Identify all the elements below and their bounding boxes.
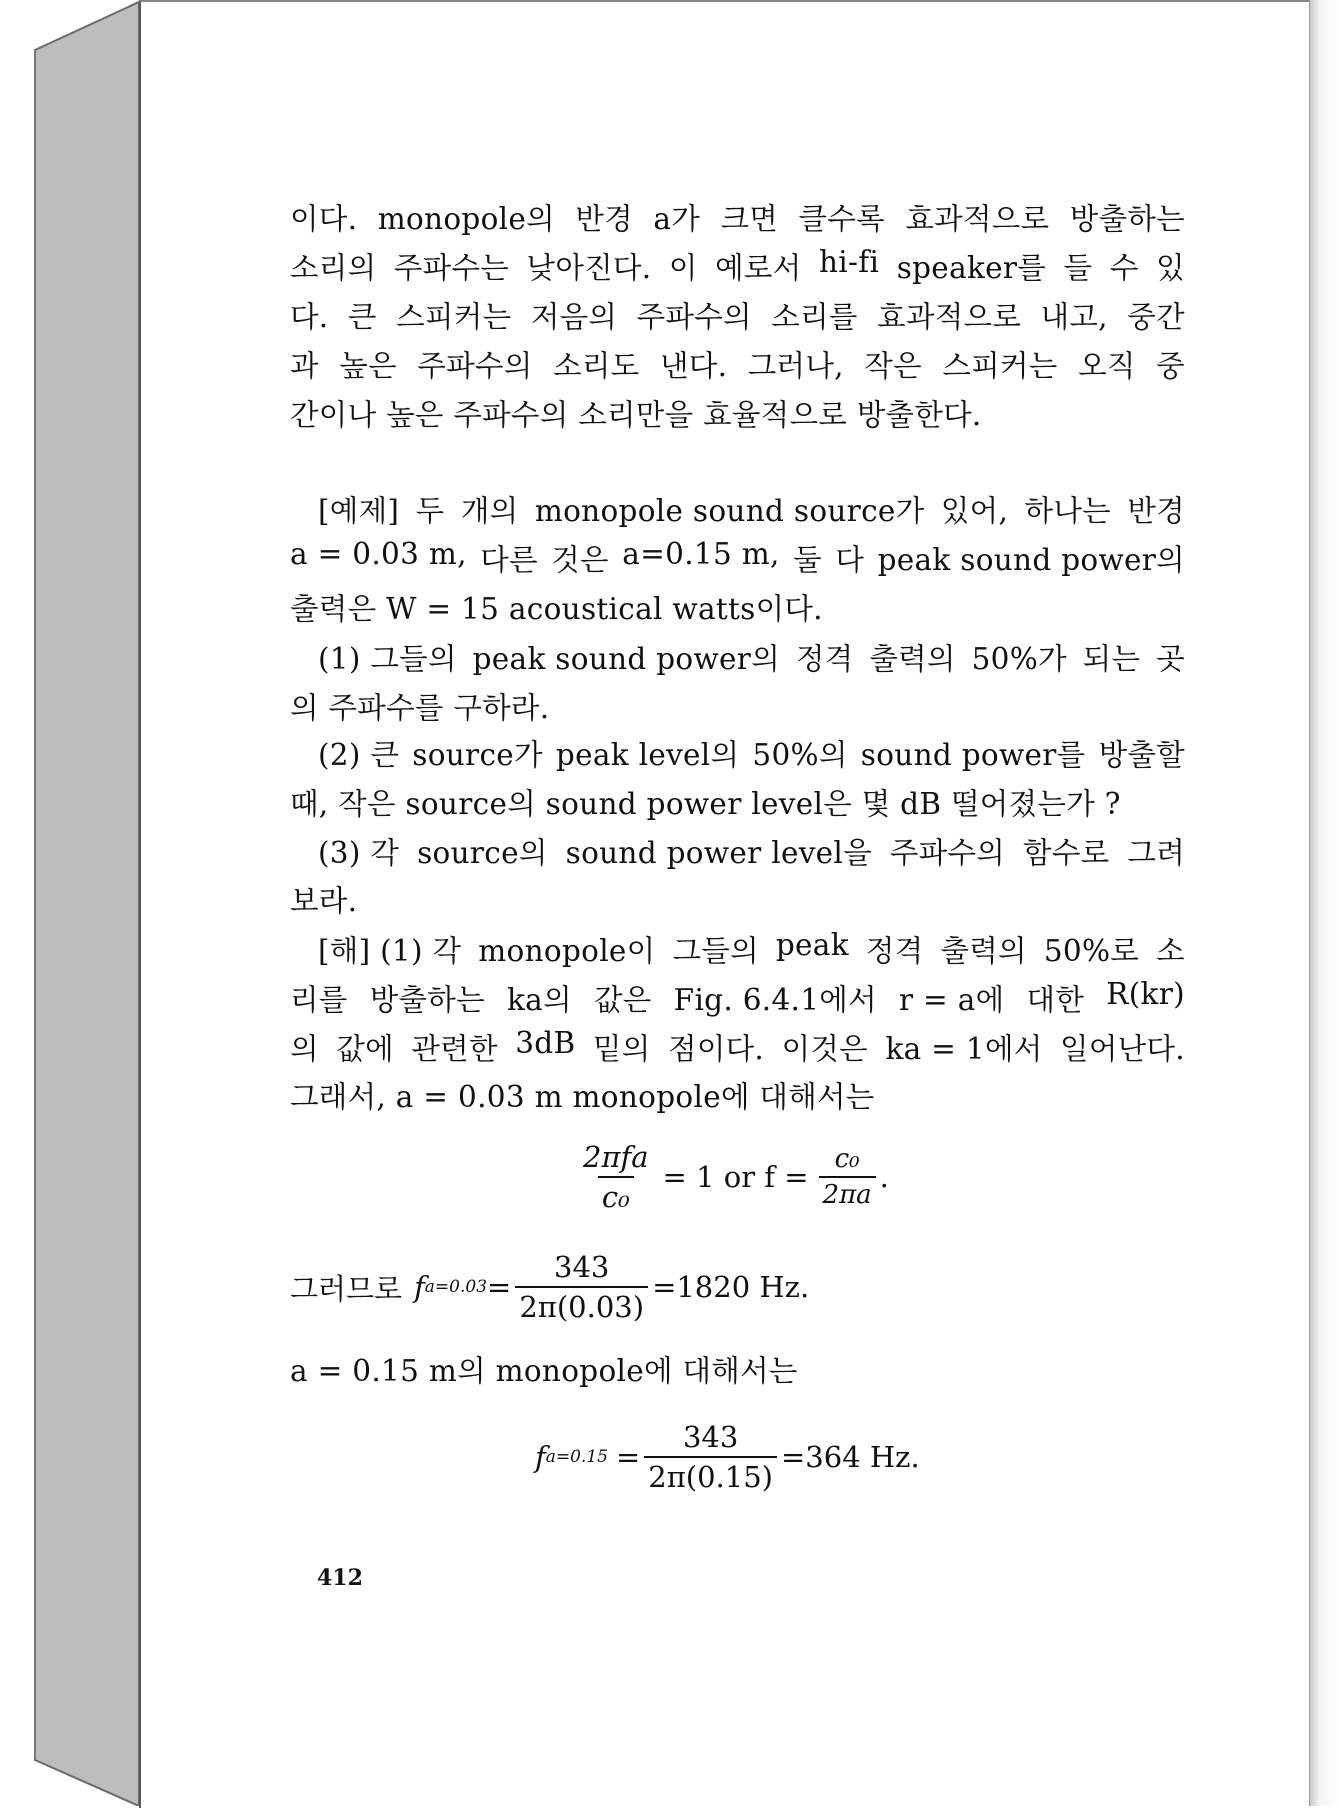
word: 소 (1156, 934, 1185, 968)
word: 3dB (515, 1026, 576, 1060)
word: 50%의 (752, 738, 848, 772)
word: 중간 (1127, 300, 1185, 334)
word: 큰 (347, 300, 377, 334)
word: 대한 (1026, 983, 1085, 1017)
word: 의 (290, 1032, 319, 1066)
word: 값에 (336, 1032, 394, 1066)
question-2-cont: 때, 작은 source의 sound power level은 몇 dB 떨어졌는가 ? (290, 787, 1121, 821)
word: 것은 (551, 543, 609, 577)
word: 그려 (1127, 836, 1185, 870)
word: 정격 (795, 642, 854, 676)
numerator: 343 (682, 1420, 739, 1454)
word: ka = 1에서 (885, 1032, 1043, 1066)
word: monopole sound source가 (534, 494, 925, 528)
word: 그들의 (672, 934, 759, 968)
word: Fig. 6.4.1에서 (673, 983, 877, 1017)
word: 주파수는 (393, 251, 510, 285)
word: ka의 (507, 983, 572, 1017)
text-line (290, 196, 1185, 238)
word: peak sound power의 (472, 642, 781, 676)
page-number: 412 (317, 1565, 363, 1591)
word: 있어, (940, 494, 1009, 528)
word: speaker를 (896, 251, 1047, 285)
word: 점이다. (668, 1032, 765, 1066)
word: 내고, (1040, 300, 1108, 334)
subscript: a=0.03 (424, 1277, 488, 1297)
word: 그러나, (747, 349, 844, 383)
word: 작은 (864, 349, 922, 383)
solution-line (290, 977, 1185, 1019)
word: a가 (653, 202, 701, 236)
word: 반경 (1127, 494, 1185, 528)
word: 소리의 (290, 251, 377, 285)
solution-line: 그래서, a = 0.03 m monopole에 대해서는 (290, 1080, 875, 1114)
question-1-cont: 의 주파수를 구하라. (290, 691, 550, 725)
word: 들 (1063, 251, 1093, 285)
numerator: 2πfa (583, 1140, 649, 1174)
text-line (290, 245, 1185, 287)
word: 다른 (480, 543, 538, 577)
solution-line: a = 0.15 m의 monopole에 대해서는 (290, 1354, 798, 1388)
equation-frequency (575, 1140, 889, 1214)
result: =1820 Hz. (652, 1270, 810, 1304)
word: 정격 (865, 934, 924, 968)
word: (3) 각 (318, 836, 400, 870)
equals: = (615, 1440, 641, 1474)
fraction (515, 1250, 648, 1324)
result: =364 Hz. (781, 1440, 920, 1474)
equation-end: . (879, 1160, 889, 1194)
word: [해] (1) 각 (318, 934, 462, 968)
word: 주파수의 (636, 300, 752, 334)
word: 클수록 (798, 202, 885, 236)
word: 주파수의 (889, 836, 1006, 870)
word: 둘 (793, 543, 822, 577)
word: 효과적으로 (905, 202, 1050, 236)
denominator: 2π(0.15) (644, 1456, 777, 1494)
example-line (290, 537, 1185, 579)
word: 리를 (290, 983, 348, 1017)
numerator: c₀ (834, 1144, 860, 1174)
question-3-cont: 보라. (290, 884, 358, 918)
word: 다. (290, 300, 329, 334)
equation-f-a003 (290, 1250, 809, 1324)
word: (2) 큰 (318, 738, 400, 772)
word: a = 0.03 m, (290, 537, 467, 571)
word: 효과적으로 (877, 300, 1022, 334)
word: source가 (412, 738, 543, 772)
f-symbol: f (535, 1440, 546, 1474)
word: 관련한 (411, 1032, 498, 1066)
equation-f-a015 (535, 1420, 920, 1494)
word: 값은 (593, 983, 652, 1017)
text-line (290, 343, 1185, 385)
word: 50%가 (971, 642, 1067, 676)
word: 함수로 (1023, 836, 1110, 870)
fraction (644, 1420, 777, 1494)
word: 크면 (720, 202, 779, 236)
word: source의 (417, 836, 548, 870)
word: a=0.15 m, (622, 537, 780, 571)
word: monopole이 (478, 934, 656, 968)
denominator: 2πa (819, 1176, 876, 1210)
word: 높은 (339, 349, 397, 383)
question-3 (290, 830, 1185, 872)
word: 낸다. (659, 349, 728, 383)
word: 오직 (1078, 349, 1136, 383)
word: 방출하는 (1069, 202, 1185, 236)
fraction (579, 1140, 653, 1214)
word: 스피커는 (942, 349, 1058, 383)
word: peak (775, 928, 849, 962)
word: 다 (835, 543, 865, 577)
word: 예로서 (715, 251, 802, 285)
word: 수 (1109, 251, 1139, 285)
text-line (290, 294, 1185, 336)
word: peak level의 (555, 738, 740, 772)
word: sound power level을 (565, 836, 872, 870)
page-edge-shadow (1309, 0, 1339, 1806)
word: 되는 (1082, 642, 1141, 676)
equation-lead: 그러므로 (290, 1271, 403, 1306)
word: hi-fi (818, 245, 880, 279)
word: 방출할 (1098, 738, 1185, 772)
word: 50%로 (1043, 934, 1140, 968)
question-2 (290, 732, 1185, 774)
example-line (290, 488, 1185, 530)
denominator: 2π(0.03) (515, 1286, 648, 1324)
f-symbol: f (414, 1270, 425, 1304)
word: 주파수의 (417, 349, 533, 383)
word: R(kr) (1106, 977, 1185, 1011)
word: 중 (1156, 349, 1185, 383)
word: 소리를 (771, 300, 858, 334)
word: peak sound power의 (877, 543, 1185, 577)
word: 과 (290, 349, 319, 383)
solution-line (290, 928, 1185, 970)
example-line: 출력은 W = 15 acoustical watts이다. (290, 592, 823, 626)
word: monopole의 (377, 202, 555, 236)
word: 두 (415, 494, 445, 528)
denominator: c₀ (598, 1176, 634, 1214)
equation-middle: = 1 or f = (662, 1160, 809, 1194)
word: 곳 (1156, 642, 1185, 676)
word: (1) 그들의 (318, 642, 457, 676)
word: 이 (668, 251, 698, 285)
word: 이다. (290, 202, 358, 236)
text-line: 간이나 높은 주파수의 소리만을 효율적으로 방출한다. (290, 398, 982, 432)
word: 있 (1156, 251, 1185, 285)
word: 개의 (460, 494, 519, 528)
word: 하나는 (1024, 494, 1111, 528)
word: sound power를 (860, 738, 1086, 772)
word: 일어난다. (1060, 1032, 1185, 1066)
word: 이것은 (781, 1032, 868, 1066)
word: 방출하는 (369, 983, 485, 1017)
question-1 (290, 636, 1185, 678)
word: 출력의 (869, 642, 956, 676)
word: r = a에 (898, 983, 1005, 1017)
subscript: a=0.15 (545, 1447, 608, 1467)
word: 출력의 (940, 934, 1027, 968)
numerator: 343 (554, 1250, 610, 1284)
word: 밑의 (592, 1032, 651, 1066)
fraction (819, 1144, 876, 1210)
equals: = (487, 1270, 512, 1304)
solution-line (290, 1026, 1185, 1068)
word: [예제] (318, 494, 400, 528)
word: 낮아진다. (526, 251, 652, 285)
word: 소리도 (553, 349, 640, 383)
word: 저음의 (530, 300, 618, 334)
word: 반경 (575, 202, 633, 236)
word: 스피커는 (396, 300, 512, 334)
